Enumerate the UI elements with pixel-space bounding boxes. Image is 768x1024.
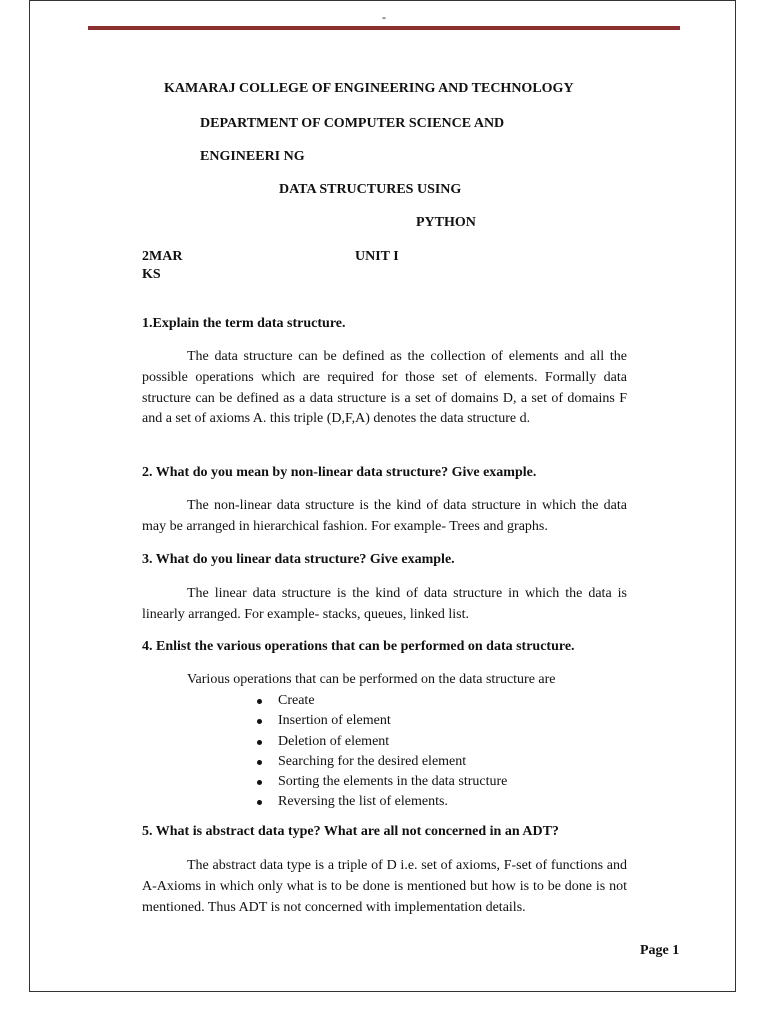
course-title-line1: DATA STRUCTURES USING (279, 182, 462, 197)
header-rule (88, 26, 680, 30)
list-item: Insertion of element (257, 711, 507, 731)
department-title-line2: ENGINEERI NG (200, 149, 305, 164)
unit-label: UNIT I (355, 249, 399, 264)
question-5: 5. What is abstract data type? What are all not concerned in an ADT? (142, 824, 559, 839)
college-title: KAMARAJ COLLEGE OF ENGINEERING AND TECHNOLOGY (164, 81, 574, 96)
list-item: Sorting the elements in the data structure (257, 772, 507, 792)
marks-label-line1: 2MAR (142, 249, 183, 264)
answer-3: The linear data structure is the kind of data structure in which the data is linearly arranged. For example- stacks, queues, linked list. (142, 586, 627, 622)
question-2: 2. What do you mean by non-linear data structure? Give example. (142, 465, 537, 480)
answer-4-intro: Various operations that can be performed on the data structure are (187, 672, 556, 687)
operations-list (257, 691, 507, 813)
answer-2: The non-linear data structure is the kind of data structure in which the data may be arranged in hierarchical fashion. For example- Trees and graphs. (142, 498, 627, 534)
question-4: 4. Enlist the various operations that can be performed on data structure. (142, 639, 575, 654)
list-item: Reversing the list of elements. (257, 792, 507, 812)
question-3: 3. What do you linear data structure? Give example. (142, 552, 455, 567)
answer-1: The data structure can be defined as the collection of elements and all the possible operations which are required for those set of elements. Formally data structure can be defined as a data structure is a set of domains D, a set of domains F and a set of axioms A. this triple (D,F,A) denotes the data structure d. (142, 349, 627, 427)
list-item: Create (257, 691, 507, 711)
department-title-line1: DEPARTMENT OF COMPUTER SCIENCE AND (200, 116, 505, 131)
list-item: Searching for the desired element (257, 752, 507, 772)
marks-label-line2: KS (142, 267, 161, 282)
course-title-line2: PYTHON (416, 215, 476, 230)
list-item: Deletion of element (257, 732, 507, 752)
header-dash: - (382, 10, 386, 24)
answer-5: The abstract data type is a triple of D i.e. set of axioms, F-set of functions and A-Axioms in which only what is to be done is mentioned but how is to be done is not mentioned. Thus ADT is not concerned with implementation details. (142, 858, 627, 915)
question-1: 1.Explain the term data structure. (142, 316, 346, 331)
page-number: Page 1 (640, 943, 680, 958)
